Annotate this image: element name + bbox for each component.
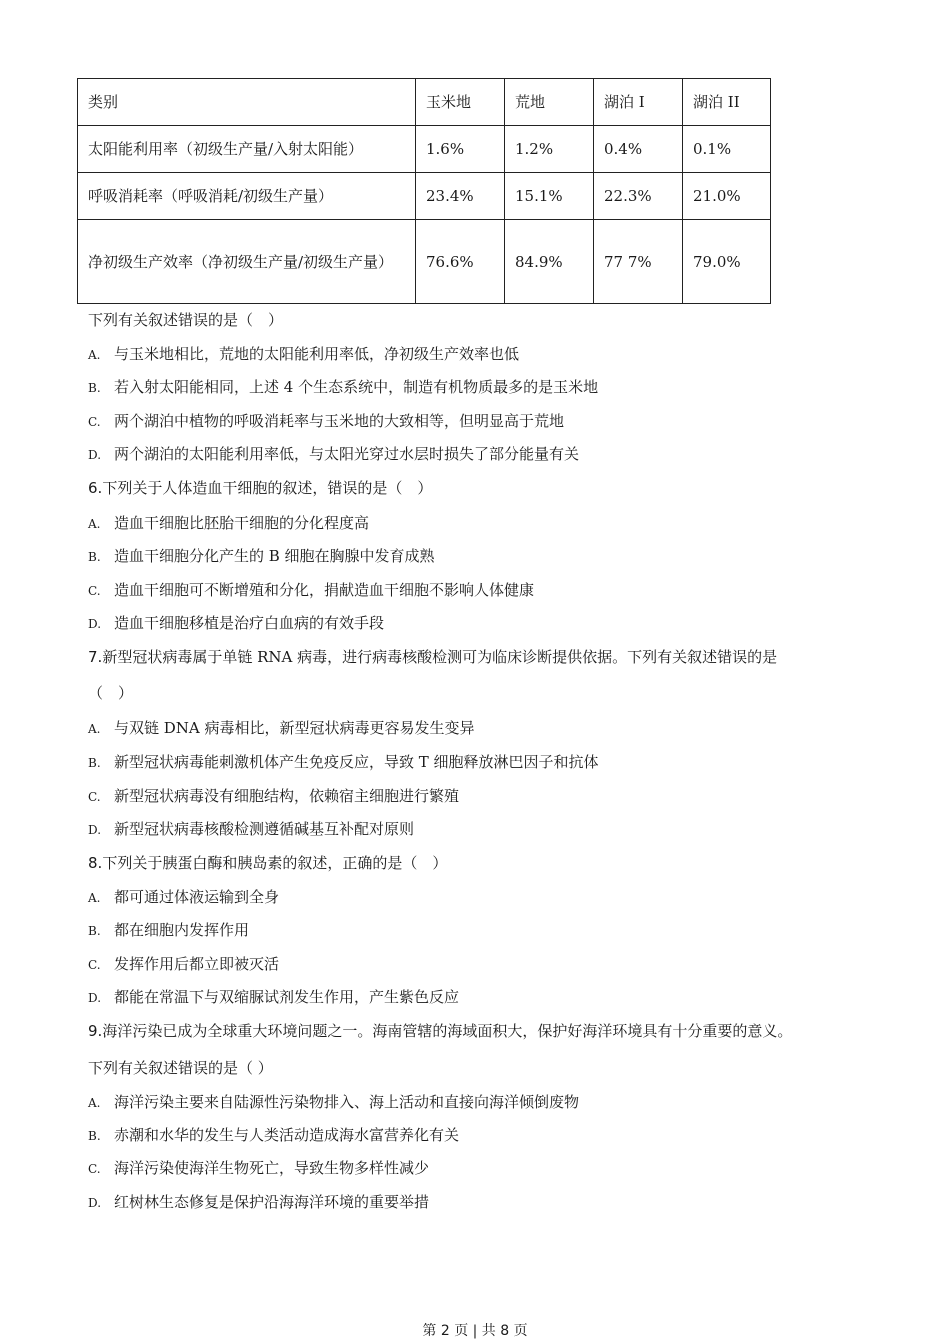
option-label: C. xyxy=(88,1162,101,1176)
option-label: C. xyxy=(88,584,101,598)
ecosystem-data-table xyxy=(77,78,771,304)
option-text: 都在细胞内发挥作用 xyxy=(114,921,250,939)
q7-stem-continued: （ ） xyxy=(88,684,134,702)
option-text: 新型冠状病毒能刺激机体产生免疫反应，导致 T 细胞释放淋巴因子和抗体 xyxy=(114,753,599,771)
footer-middle: 页 | 共 xyxy=(454,1323,496,1339)
table-row xyxy=(78,126,771,173)
q6-option-a xyxy=(88,513,369,534)
option-label: C. xyxy=(88,415,101,429)
q9-stem-continued: 下列有关叙述错误的是（ ） xyxy=(88,1059,273,1077)
q8-option-c xyxy=(88,954,279,975)
q6-option-c xyxy=(88,580,534,601)
option-label: D. xyxy=(88,991,102,1005)
table-row-label: 呼吸消耗率（呼吸消耗/初级生产量） xyxy=(78,173,416,220)
q9-option-b xyxy=(88,1125,459,1146)
page-footer xyxy=(0,1322,950,1340)
table-header-row xyxy=(78,79,771,126)
q5-option-b xyxy=(88,377,598,398)
q5-option-a xyxy=(88,344,519,365)
option-text: 两个湖泊的太阳能利用率低，与太阳光穿过水层时损失了部分能量有关 xyxy=(114,445,580,463)
option-label: A. xyxy=(88,891,101,905)
option-text: 新型冠状病毒没有细胞结构，依赖宿主细胞进行繁殖 xyxy=(114,787,460,805)
footer-suffix: 页 xyxy=(513,1323,528,1339)
option-text: 若入射太阳能相同，上述 4 个生态系统中，制造有机物质最多的是玉米地 xyxy=(114,378,599,396)
table-cell: 21.0% xyxy=(683,173,771,220)
q6-stem xyxy=(88,478,432,498)
question-number: 8. xyxy=(88,854,103,872)
option-text: 造血干细胞可不断增殖和分化，捐献造血干细胞不影响人体健康 xyxy=(114,581,535,599)
table-cell: 23.4% xyxy=(416,173,505,220)
q7-option-b xyxy=(88,752,599,773)
option-label: A. xyxy=(88,722,101,736)
option-text: 两个湖泊中植物的呼吸消耗率与玉米地的大致相等，但明显高于荒地 xyxy=(114,412,565,430)
option-text: 新型冠状病毒核酸检测遵循碱基互补配对原则 xyxy=(114,820,415,838)
q7-option-c xyxy=(88,786,459,807)
table-cell: 0.4% xyxy=(594,126,683,173)
option-label: B. xyxy=(88,924,101,938)
footer-prefix: 第 xyxy=(422,1323,437,1339)
question-text: 下列关于人体造血干细胞的叙述，错误的是（ ） xyxy=(102,479,433,497)
option-label: B. xyxy=(88,550,101,564)
option-text: 赤潮和水华的发生与人类活动造成海水富营养化有关 xyxy=(114,1126,460,1144)
q9-option-a xyxy=(88,1092,579,1113)
option-text: 造血干细胞比胚胎干细胞的分化程度高 xyxy=(114,514,370,532)
option-text: 海洋污染主要来自陆源性污染物排入、海上活动和直接向海洋倾倒废物 xyxy=(114,1093,580,1111)
table-header-cell: 湖泊 I xyxy=(594,79,683,126)
q8-option-d xyxy=(88,987,459,1008)
option-label: B. xyxy=(88,1129,101,1143)
q5-option-d xyxy=(88,444,579,465)
table-cell: 79.0% xyxy=(683,220,771,304)
option-label: A. xyxy=(88,348,101,362)
option-text: 与玉米地相比，荒地的太阳能利用率低，净初级生产效率也低 xyxy=(114,345,520,363)
q9-option-d xyxy=(88,1192,429,1213)
table-header-cell: 湖泊 II xyxy=(683,79,771,126)
table-row-label: 净初级生产效率（净初级生产量/初级生产量） xyxy=(78,220,416,304)
table-cell: 15.1% xyxy=(505,173,594,220)
option-text: 都能在常温下与双缩脲试剂发生作用，产生紫色反应 xyxy=(114,988,460,1006)
q5-option-c xyxy=(88,411,564,432)
q5-stem: 下列有关叙述错误的是（ ） xyxy=(88,311,284,329)
table-cell: 84.9% xyxy=(505,220,594,304)
table-header-cell: 荒地 xyxy=(505,79,594,126)
table-header-cell: 类别 xyxy=(78,79,416,126)
option-label: D. xyxy=(88,823,102,837)
table-cell: 1.2% xyxy=(505,126,594,173)
question-number: 7. xyxy=(88,648,103,666)
q6-option-b xyxy=(88,546,435,567)
option-label: B. xyxy=(88,381,101,395)
q7-stem xyxy=(88,647,777,667)
question-text: 海洋污染已成为全球重大环境问题之一。海南管辖的海域面积大，保护好海洋环境具有十分重要的意义。 xyxy=(102,1022,793,1040)
q6-option-d xyxy=(88,613,384,634)
question-text: 下列关于胰蛋白酶和胰岛素的叙述，正确的是（ ） xyxy=(102,854,448,872)
option-text: 与双链 DNA 病毒相比，新型冠状病毒更容易发生变异 xyxy=(114,719,475,737)
q9-stem xyxy=(88,1021,792,1041)
option-label: D. xyxy=(88,448,102,462)
q8-option-a xyxy=(88,887,279,908)
option-label: A. xyxy=(88,517,101,531)
q7-option-d xyxy=(88,819,414,840)
question-number: 9. xyxy=(88,1022,103,1040)
question-number: 6. xyxy=(88,479,103,497)
option-text: 海洋污染使海洋生物死亡，导致生物多样性减少 xyxy=(114,1159,430,1177)
table-cell: 77 7% xyxy=(594,220,683,304)
option-label: A. xyxy=(88,1096,101,1110)
q9-option-c xyxy=(88,1158,429,1179)
table-cell: 0.1% xyxy=(683,126,771,173)
question-text: 新型冠状病毒属于单链 RNA 病毒，进行病毒核酸检测可为临床诊断提供依据。下列有关叙述错误的是 xyxy=(102,648,778,666)
table-cell: 22.3% xyxy=(594,173,683,220)
option-label: B. xyxy=(88,756,101,770)
option-label: D. xyxy=(88,617,102,631)
table-cell: 1.6% xyxy=(416,126,505,173)
option-label: D. xyxy=(88,1196,102,1210)
option-text: 发挥作用后都立即被灭活 xyxy=(114,955,280,973)
table-row xyxy=(78,173,771,220)
option-text: 造血干细胞分化产生的 B 细胞在胸腺中发育成熟 xyxy=(114,547,435,565)
option-label: C. xyxy=(88,958,101,972)
option-text: 红树林生态修复是保护沿海海洋环境的重要举措 xyxy=(114,1193,430,1211)
page-total: 8 xyxy=(500,1323,510,1339)
option-label: C. xyxy=(88,790,101,804)
option-text: 都可通过体液运输到全身 xyxy=(114,888,280,906)
table-header-cell: 玉米地 xyxy=(416,79,505,126)
option-text: 造血干细胞移植是治疗白血病的有效手段 xyxy=(114,614,385,632)
q8-stem xyxy=(88,853,447,873)
table-cell: 76.6% xyxy=(416,220,505,304)
table-row-label: 太阳能利用率（初级生产量/入射太阳能） xyxy=(78,126,416,173)
page-number: 2 xyxy=(440,1323,450,1339)
table-row xyxy=(78,220,771,304)
q7-option-a xyxy=(88,718,475,739)
q8-option-b xyxy=(88,920,249,941)
